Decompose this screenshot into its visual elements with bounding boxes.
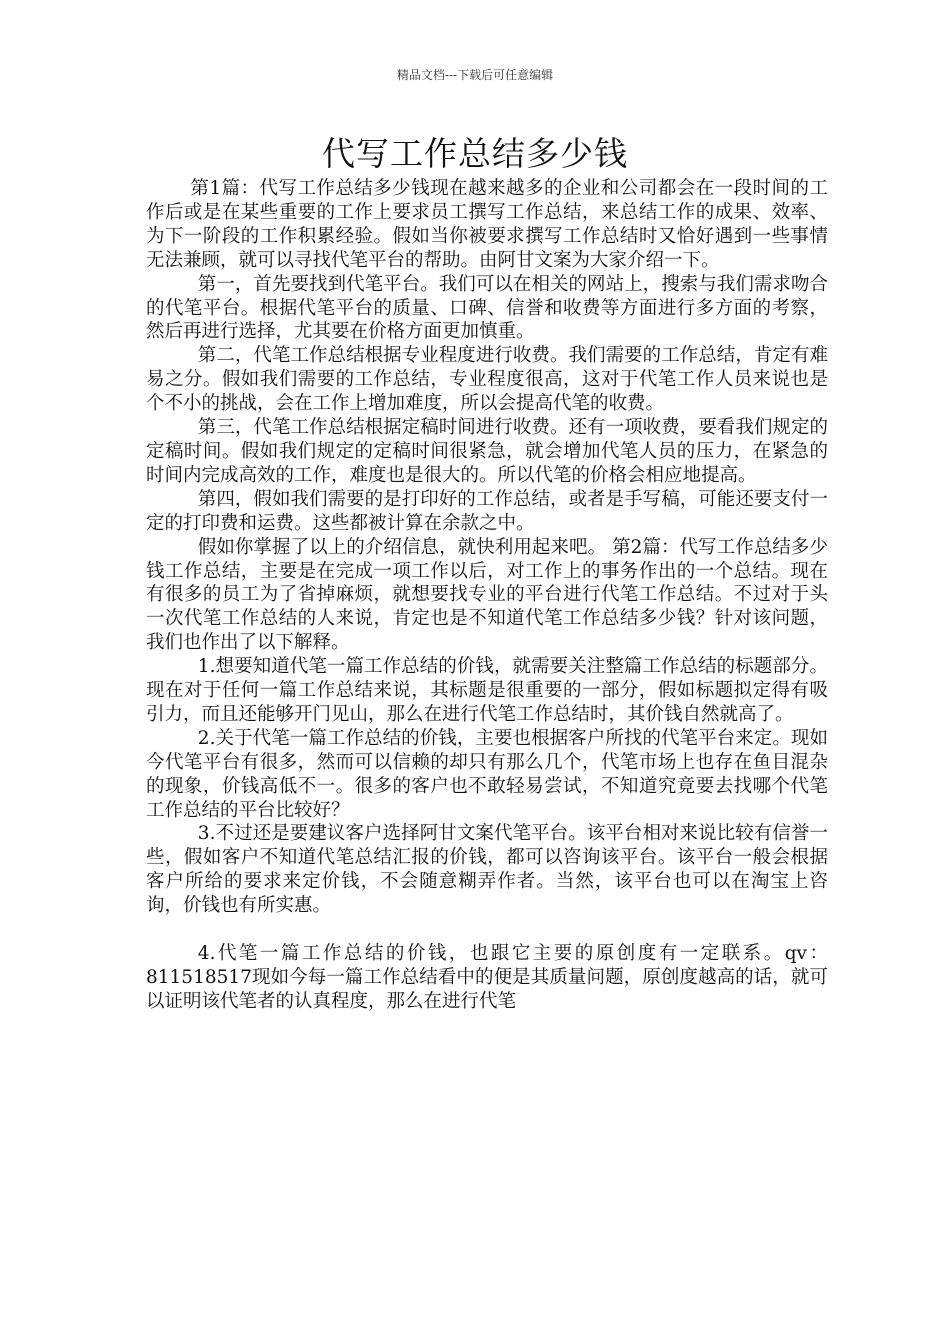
paragraph-3: 第二，代笔工作总结根据专业程度进行收费。我们需要的工作总结，肯定有难易之分。假如我们需要的工作总结，专业程度很高，这对于代笔工作人员来说也是个不小的挑战，会在工作上增加难度，所以会提高代笔的收费。 [146,345,828,415]
paragraph-1: 第1篇：代写工作总结多少钱现在越来越多的企业和公司都会在一段时间的工作后或是在某些重要的工作上要求员工撰写工作总结，来总结工作的成果、效率、为下一阶段的工作积累经验。假如当你被要求撰写工作总结时又恰好遇到一些事情无法兼顾，就可以寻找代笔平台的帮助。由阿甘文案为大家介绍一下。 [146,178,828,271]
document-body [146,177,828,1014]
paragraph-4: 第三，代笔工作总结根据定稿时间进行收费。还有一项收费，要看我们规定的定稿时间。假如我们规定的定稿时间很紧急，就会增加代笔人员的压力，在紧急的时间内完成高效的工作，难度也是很大的。所以代笔的价格会相应地提高。 [146,417,828,486]
paragraph-8: 2.关于代笔一篇工作总结的价钱，主要也根据客户所找的代笔平台来定。现如今代笔平台有很多，然而可以信赖的却只有那么几个，代笔市场上也存在鱼目混杂的现象，价钱高低不一。很多的客户也不敢轻易尝试，不知道究竟要去找哪个代笔工作总结的平台比较好？ [146,727,828,821]
paragraph-10: 4.代笔一篇工作总结的价钱，也跟它主要的原创度有一定联系。qv：811518517现如今每一篇工作总结看中的便是其质量问题，原创度越高的话，就可以证明该代笔者的认真程度，那么在进行代笔 [146,942,828,1012]
paragraph-2: 第一，首先要找到代笔平台。我们可以在相关的网站上，搜索与我们需求吻合的代笔平台。根据代笔平台的质量、口碑、信誉和收费等方面进行多方面的考察，然后再进行选择，尤其要在价格方面更加慎重。 [146,273,828,343]
paragraph-5: 第四，假如我们需要的是打印好的工作总结，或者是手写稿，可能还要支付一定的打印费和运费。这些都被计算在余款之中。 [146,488,828,534]
paragraph-6: 假如你掌握了以上的介绍信息，就快利用起来吧。 第2篇：代写工作总结多少钱工作总结，主要是在完成一项工作以后，对工作上的事务作出的一个总结。现在有很多的员工为了省掉麻烦，就想要找专业的平台进行代笔工作总结。不过对于头一次代笔工作总结的人来说，肯定也是不知道代笔工作总结多少钱？针对该问题，我们也作出了以下解释。 [146,536,828,654]
paragraph-7: 1.想要知道代笔一篇工作总结的价钱，就需要关注整篇工作总结的标题部分。现在对于任何一篇工作总结来说，其标题是很重要的一部分，假如标题拟定得有吸引力，而且还能够开门见山，那么在进行代笔工作总结时，其价钱自然就高了。 [146,656,828,725]
header-note: 精品文档---下载后可任意编辑 [396,68,554,82]
document-title: 代写工作总结多少钱 [322,134,628,173]
paragraph-9: 3.不过还是要建议客户选择阿甘文案代笔平台。该平台相对来说比较有信誉一些，假如客户不知道代笔总结汇报的价钱，都可以咨询该平台。该平台一般会根据客户所给的要求来定价钱，不会随意糊弄作者。当然，该平台也可以在淘宝上咨询，价钱也有所实惠。 [146,823,828,917]
